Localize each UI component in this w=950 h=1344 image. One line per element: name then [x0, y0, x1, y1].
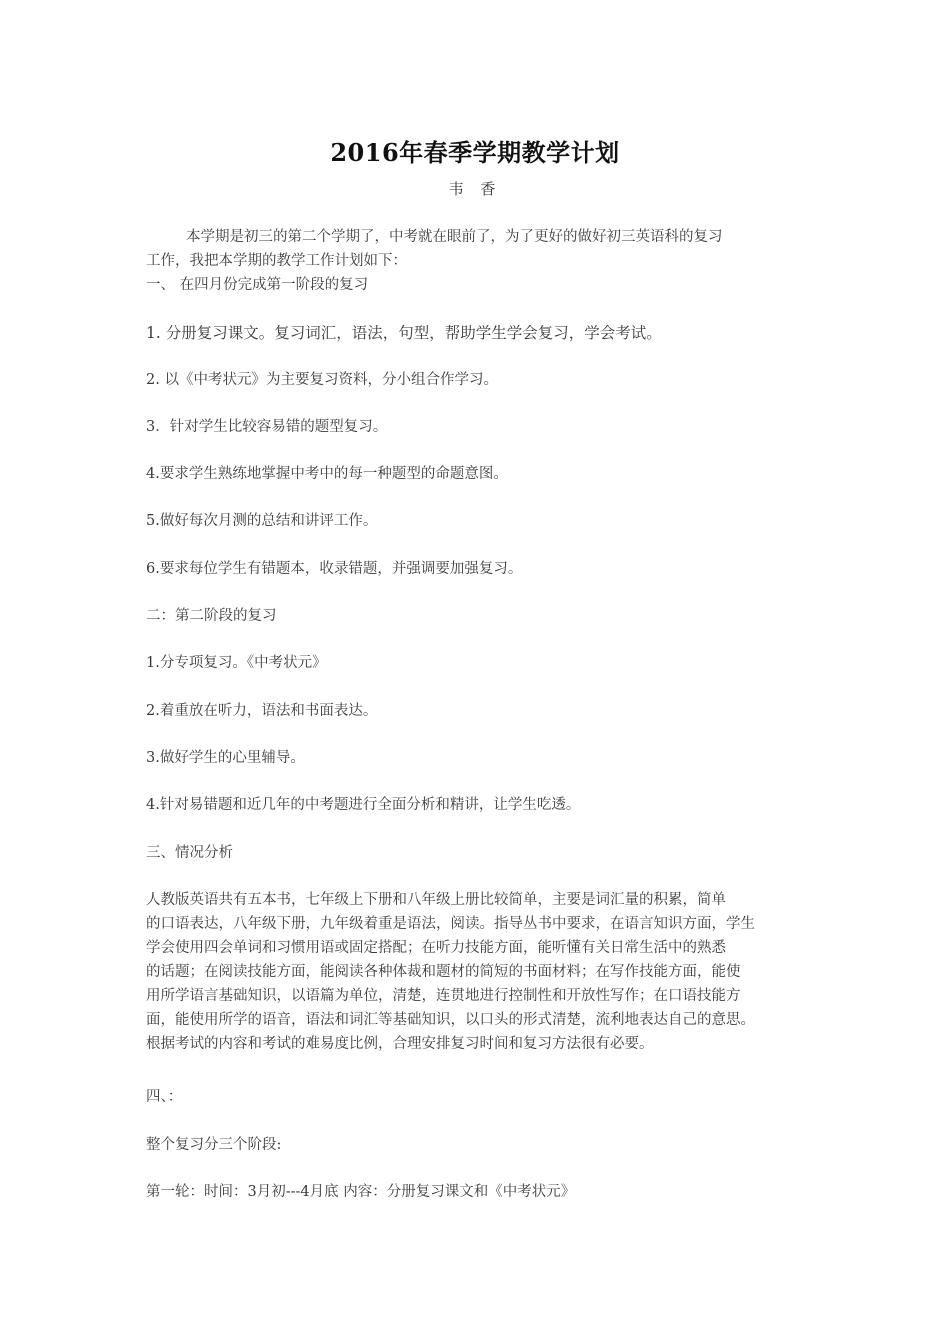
- paragraph-line: 学会使用四会单词和习惯用语或固定搭配；在听力技能方面，能听懂有关日常生活中的熟悉: [146, 940, 726, 956]
- list-item: 3.做好学生的心里辅导。: [146, 750, 305, 766]
- list-item: 1. 分册复习课文。复习词汇，语法，句型，帮助学生学会复习，学会考试。: [146, 324, 662, 342]
- list-item: 2.着重放在听力，语法和书面表达。: [146, 703, 378, 719]
- section4-heading: 四、：: [146, 1089, 183, 1105]
- section2-heading: 二：第二阶段的复习: [146, 608, 277, 624]
- phase-one-line: 第一轮：时间：3月初---4月底 内容：分册复习课文和《中考状元》: [146, 1184, 576, 1200]
- paragraph-line: 的口语表达，八年级下册，九年级着重是语法，阅读。指导丛书中要求，在语言知识方面，学生: [146, 916, 755, 932]
- list-item: 3．针对学生比较容易错的题型复习。: [146, 419, 388, 435]
- paragraph-line: 根据考试的内容和考试的难易度比例，合理安排复习时间和复习方法很有必要。: [146, 1036, 654, 1052]
- paragraph-line: 面，能使用所学的语音，语法和词汇等基础知识，以口头的形式清楚，流利地表达自己的意思。: [146, 1012, 755, 1028]
- list-item: 4.要求学生熟练地掌握中考中的每一种题型的命题意图。: [146, 466, 508, 482]
- section3-heading: 三、情况分析: [146, 845, 233, 861]
- list-item: 6.要求每位学生有错题本，收录错题，并强调要加强复习。: [146, 561, 523, 577]
- intro-line: 工作，我把本学期的教学工作计划如下：: [146, 253, 407, 269]
- paragraph-line: 人教版英语共有五本书，七年级上下册和八年级上册比较简单，主要是词汇量的积累，简单: [146, 892, 726, 908]
- list-item: 4.针对易错题和近几年的中考题进行全面分析和精讲，让学生吃透。: [146, 797, 581, 813]
- list-item: 1.分专项复习。《中考状元》: [146, 655, 327, 671]
- document-title: 2016年春季学期教学计划: [330, 138, 620, 167]
- analysis-paragraph: [146, 888, 818, 1056]
- paragraph-line: 用所学语言基础知识，以语篇为单位，清楚，连贯地进行控制性和开放性写作；在口语技能方: [146, 988, 741, 1004]
- paragraph-line: 的话题；在阅读技能方面，能阅读各种体裁和题材的简短的书面材料；在写作技能方面，能使: [146, 964, 741, 980]
- section1-heading: 一、 在四月份完成第一阶段的复习: [146, 277, 369, 293]
- list-item: 5.做好每次月测的总结和讲评工作。: [146, 513, 378, 529]
- intro-line: 本学期是初三的第二个学期了，中考就在眼前了，为了更好的做好初三英语科的复习: [186, 229, 723, 245]
- phase-overview: 整个复习分三个阶段:: [146, 1137, 282, 1153]
- list-item: 2. 以《中考状元》为主要复习资料，分小组合作学习。: [146, 372, 498, 388]
- document-author: 韦 香: [448, 180, 502, 198]
- intro-paragraph: [146, 225, 818, 273]
